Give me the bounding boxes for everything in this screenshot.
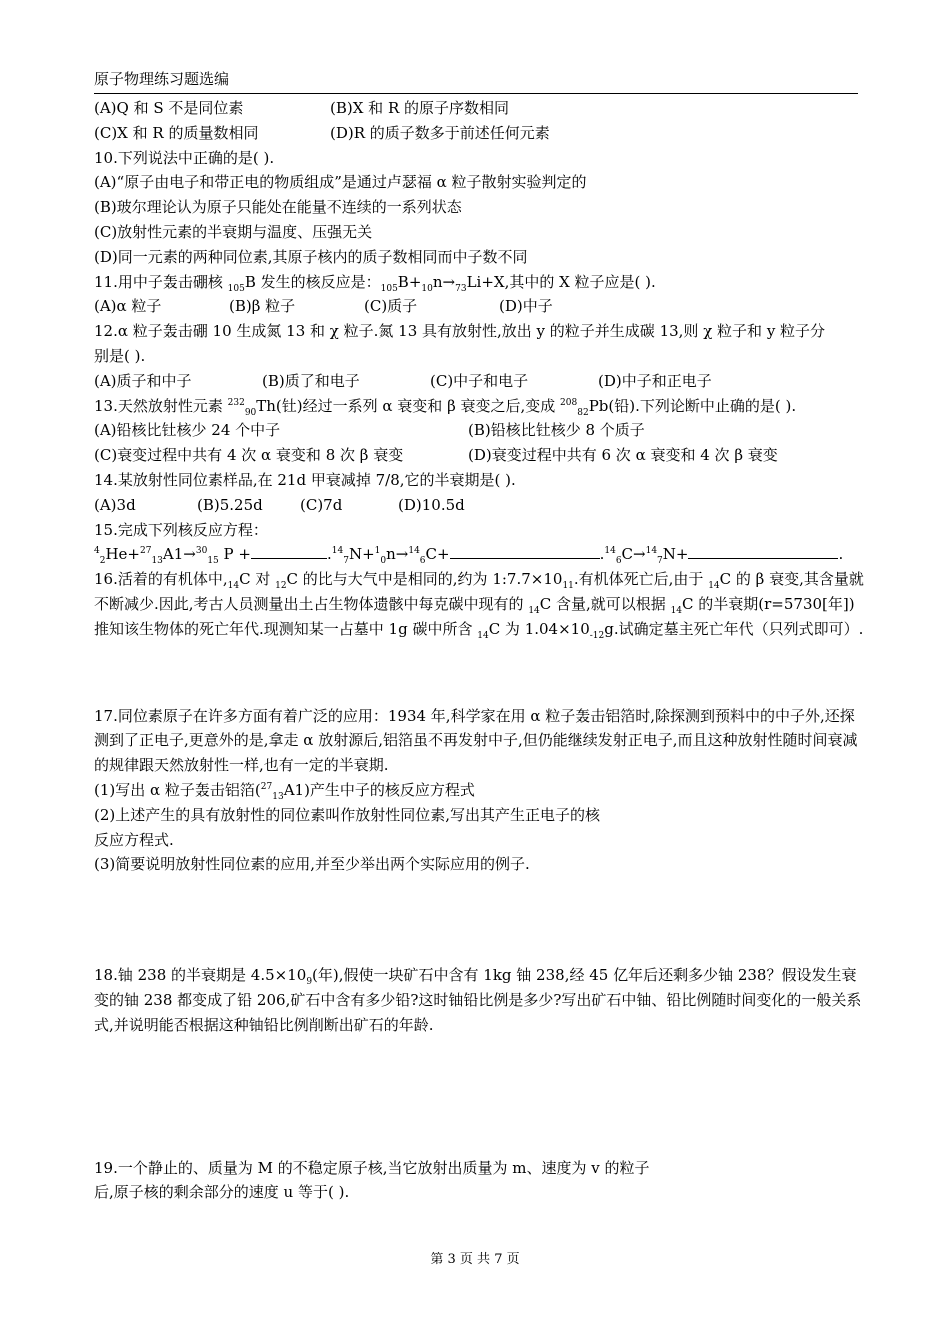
- q11-option-a: (A)α 粒子: [94, 297, 162, 316]
- q11-stem: 11.用中子轰击硼核 $_{105}$B 发生的核反应是：$_{105}B+_{10}n\to_{73}Li+X$,其中的 X 粒子应是( ).: [94, 272, 656, 294]
- q12-options: [94, 369, 864, 394]
- q17-sub-2-cont: 反应方程式.: [94, 830, 174, 849]
- q14-option-a: (A)3d: [94, 495, 136, 514]
- q12-option-c: (C)中子和电子: [430, 371, 529, 390]
- q15-blank-1[interactable]: [251, 544, 327, 559]
- q15-blank-2[interactable]: [450, 544, 600, 559]
- q9-option-d: (D)R 的质子数多于前述任何元素: [330, 123, 550, 142]
- q9-option-c: (C)X 和 R 的质量数相同: [94, 123, 259, 142]
- q14-options: [94, 493, 864, 518]
- q9-options-row-2: [94, 121, 864, 146]
- q12-option-a: (A)质子和中子: [94, 371, 192, 390]
- q14-option-b: (B)5.25d: [197, 495, 263, 514]
- q12-option-b: (B)质了和电子: [262, 371, 360, 390]
- q14-option-c: (C)7d: [300, 495, 343, 514]
- q11-option-d: (D)中子: [499, 297, 553, 316]
- q10-option-a: (A)“原子由电子和带正电的物质组成”是通过卢瑟福 α 粒子散射实验判定的: [94, 173, 587, 192]
- q10-option-b: (B)玻尔理论认为原子只能处在能量不连续的一系列状态: [94, 198, 462, 217]
- q15-blank-3[interactable]: [688, 544, 838, 559]
- q13-option-b: (B)铅核比钍核少 8 个质子: [468, 421, 645, 440]
- page-footer: 第 3 页 共 7 页: [430, 1252, 520, 1267]
- q13-option-d: (D)衰变过程中共有 6 次 α 衰变和 4 次 β 衰变: [468, 446, 778, 465]
- q13-stem: 13.天然放射性元素 $^{232}_{90}$Th(钍)经过一系列 α 衰变和 β 衰变之后,变成 $^{208}_{82}$Pb(铅).下列论断中止确的是( ).: [94, 396, 797, 418]
- q14-stem: 14.某放射性同位素样品,在 21d 甲衰减掉 7/8,它的半衰期是( ).: [94, 470, 516, 489]
- q13-options-row-1: [94, 418, 864, 443]
- q17-paragraph: 17.同位素原子在许多方面有着广泛的应用：1934 年,科学家在用 α 粒子轰击铝箔时,除探测到预料中的中子外,还探测到了正电子,更意外的是,拿走 α 放射源后,铝箔虽不再发射中子,但仍能继续发射正电子,而且这种放射性随时间衰减的规律跟天然放射性一样,也有一定的半衰期.: [94, 706, 858, 775]
- q15-equations: $^4_2$He+$^{27}_{13}$A1→$^{30}_{15}$ P + .$^{14}_7$N+$^1_0$n→$^{14}_6$C+ .$^{14}_6$C→$^{14}_7$N+ .: [94, 545, 844, 567]
- q13-option-a: (A)铅核比钍核少 24 个中子: [94, 421, 281, 440]
- q11-options: [94, 294, 864, 319]
- page-header: 原子物理练习题选编: [94, 68, 858, 94]
- q10-option-d: (D)同一元素的两种同位素,其原子核内的质子数相同而中子数不同: [94, 247, 528, 266]
- q18-paragraph: 18.铀 238 的半衰期是 $4.5\times 10_9$(年),假使一块矿石中含有 1kg 铀 238,经 45 亿年后还剩多少铀 238？假设发生衰变的铀 238 都变成了铅 206,矿石中含有多少铅?这时铀铅比例是多少?写出矿石中铀、铅比例随时间变化的一般关系式,并说明能否根据这种铀铅比例削断出矿石的年龄.: [94, 966, 862, 1034]
- q12-stem-line-2: 别是( ).: [94, 346, 146, 365]
- q9-option-b: (B)X 和 R 的原子序数相同: [330, 99, 510, 117]
- q9-options-row-1: [94, 96, 864, 121]
- answer-space-18: [94, 1038, 864, 1156]
- q17-sub-3: (3)简要说明放射性同位素的应用,并至少举出两个实际应用的例子.: [94, 855, 530, 874]
- q15-stem: 15.完成下列核反应方程：: [94, 520, 268, 539]
- document-body: [94, 96, 864, 1205]
- q10-option-c: (C)放射性元素的半衰期与温度、压强无关: [94, 222, 373, 241]
- q19-stem-line-1: 19.一个静止的、质量为 M 的不稳定原子核,当它放射出质量为 m、速度为 v 的粒子: [94, 1158, 650, 1177]
- q16-paragraph: 16.活着的有机体中$,_{14}C$ 对 $_{12}$C 的比与大气中是相同的,约为 $1:7.7\times 10_{11}$.有机体死亡后,由于 $_{14}$C 的 β 衰变,其含量就不断减少.因此,考古人员测量出土占生物体遗骸中每克碳中现有的 $_{14}$C 含量,就可以根据 $_{14}$C 的半衰期(r=5730[年])推知该生物体的死亡年代.现测知某一占墓中 1g 碳中所含 $_{14}$C 为 $1.04\times 10_{-12}g$.试确定墓主死亡年代（只列式即可）.: [94, 570, 864, 641]
- answer-space-17: [94, 877, 864, 963]
- q19-stem-line-2: 后,原子核的剩余部分的速度 u 等于( ).: [94, 1183, 350, 1202]
- q10-stem: 10.下列说法中正确的是( ).: [94, 148, 275, 167]
- q17-sub-2: (2)上述产生的具有放射性的同位素叫作放射性同位素,写出其产生正电子的核: [94, 805, 601, 824]
- q12-stem-line-1: 12.α 粒子轰击硼 10 生成氮 13 和 χ 粒子.氮 13 具有放射性,放出 y 的粒子并生成碳 13,则 χ 粒子和 y 粒子分: [94, 322, 826, 341]
- answer-space-16: [94, 642, 864, 704]
- q13-options-row-2: [94, 443, 864, 468]
- q13-option-c: (C)衰变过程中共有 4 次 α 衰变和 8 次 β 衰变: [94, 446, 404, 465]
- q11-option-c: (C)质子: [364, 297, 418, 316]
- q14-option-d: (D)10.5d: [398, 495, 465, 514]
- q12-option-d: (D)中子和正电子: [598, 371, 712, 390]
- q9-option-a: (A)Q 和 S 不是同位素: [94, 99, 244, 117]
- q11-option-b: (B)β 粒子: [229, 297, 296, 316]
- q17-sub-1: (1)写出 α 粒子轰击铝箔($^{27}_{13}$A1)产生中子的核反应方程式: [94, 780, 475, 802]
